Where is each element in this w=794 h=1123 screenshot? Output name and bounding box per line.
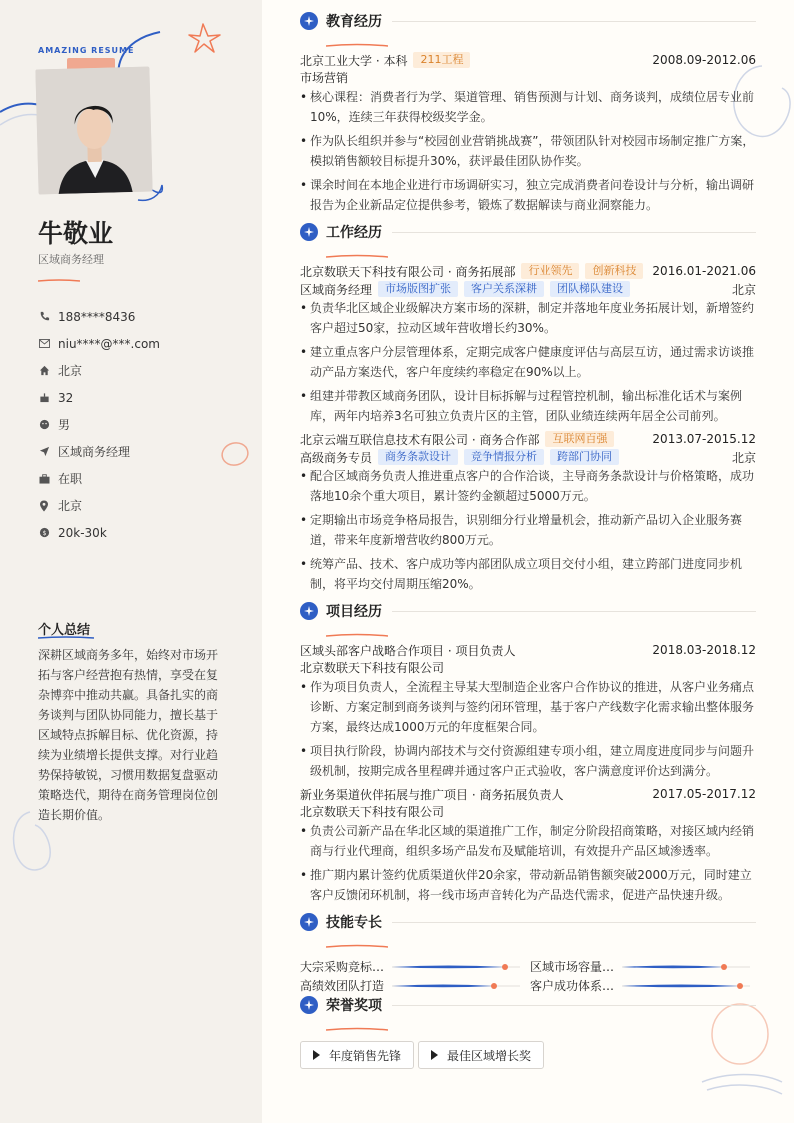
info-target-role: 区域商务经理: [38, 438, 248, 465]
skill-name: 高绩效团队打造: [300, 979, 385, 993]
skill-name: 区域市场容量…: [530, 960, 615, 974]
summary-text: 深耕区域商务多年，始终对市场开拓与客户经营抱有热情，享受在复杂博弈中推动共赢。具备扎实的商务谈判与团队协同能力，擅长基于区域特点拆解目标、优化资源，持续为业绩增长提供支撑。对行业趋势保持敏锐，习惯用数据复盘驱动策略迭代，期待在商务管理岗位创造长期价值。: [38, 648, 219, 822]
sparkle-icon: [300, 996, 318, 1014]
date-range: 2017.05-2017.12: [652, 787, 756, 801]
skill-level-dot: [721, 964, 727, 970]
summary-underline: [38, 636, 94, 639]
project-company: 北京数联天下科技有限公司: [300, 661, 445, 675]
project-entry: [300, 785, 756, 905]
list-item: • 负责公司新产品在华北区域的渠道推广工作，制定分阶段招商策略，对接区域内经销商与行业代理商，组织多场产品发布及赋能培训，有效提升产品区域渗透率。: [300, 821, 756, 861]
awards-list: [300, 1041, 756, 1069]
play-icon: [313, 1050, 320, 1060]
major: 市场营销: [300, 71, 349, 85]
projects-title: 项目经历: [326, 604, 382, 620]
send-icon: [38, 446, 50, 458]
project-company: 北京数联天下科技有限公司: [300, 805, 445, 819]
list-item: • 负责华北区域企业级解决方案市场的深耕，制定并落地年度业务拓展计划，新增签约客户超过50家，拉动区域年营收增长约30%。: [300, 298, 756, 338]
home-icon: [38, 365, 50, 377]
mail-icon: [38, 338, 50, 350]
project-name: 区域头部客户战略合作项目 · 项目负责人: [300, 643, 516, 658]
skill-level-bar: [392, 962, 520, 972]
list-item: • 统筹产品、技术、客户成功等内部团队成立项目交付小组，建立跨部门进度同步机制，将平均交付周期压缩20%。: [300, 554, 756, 594]
honors-title: 荣誉奖项: [326, 998, 382, 1014]
company: 北京云端互联信息技术有限公司 · 商务合作部: [300, 432, 540, 447]
projects-section: [300, 600, 756, 909]
city: 北京: [731, 450, 756, 465]
cake-icon: [38, 392, 50, 404]
skill-tag: 商务条款设计: [378, 449, 458, 465]
skill-tag: 客户关系深耕: [464, 281, 544, 297]
skill-item: [530, 977, 756, 994]
candidate-name: 牛敬业: [38, 219, 114, 248]
project-entry: [300, 641, 756, 781]
salary-icon: [38, 527, 50, 539]
skill-tag: 团队梯队建设: [550, 281, 630, 297]
skill-fill: [622, 965, 724, 968]
project-name: 新业务渠道伙伴拓展与推广项目 · 商务拓展负责人: [300, 787, 564, 802]
phone-icon: [38, 311, 50, 323]
skill-level-dot: [502, 964, 508, 970]
list-item: • 项目执行阶段，协调内部技术与交付资源组建专项小组，建立周度进度同步与问题升级机制，按期完成各里程碑并通过客户正式验收，客户满意度评价达到满分。: [300, 741, 756, 781]
list-item: • 定期输出市场竞争格局报告，识别细分行业增量机会，推动新产品切入企业服务赛道，带来年度新增营收约800万元。: [300, 510, 756, 550]
job-entry: [300, 430, 756, 594]
list-item: • 配合区域商务负责人推进重点客户的合作洽谈，主导商务条款设计与价格策略，成功落地10余个重大项目，累计签约金额超过5000万元。: [300, 466, 756, 506]
job-entry: [300, 262, 756, 426]
contact-info-list: [38, 303, 248, 546]
skill-item: [300, 958, 530, 975]
play-icon: [431, 1050, 438, 1060]
tag: 互联网百强: [545, 431, 614, 447]
skill-tag: 跨部门协同: [550, 449, 619, 465]
sparkle-icon: [300, 12, 318, 30]
position: 高级商务专员: [300, 450, 373, 465]
info-location: 北京: [38, 492, 248, 519]
info-salary: $ 20k-30k: [38, 519, 248, 546]
date-range: 2016.01-2021.06: [652, 264, 756, 278]
city: 北京: [731, 282, 756, 297]
sidebar: [0, 0, 262, 1123]
skill-level-bar: [392, 981, 520, 991]
briefcase-icon: [38, 473, 50, 485]
skill-level-dot: [737, 983, 743, 989]
candidate-role: 区域商务经理: [38, 253, 104, 266]
brand-label: AMAZING RESUME: [38, 46, 135, 55]
list-item: • 作为项目负责人，全流程主导某大型制造企业客户合作协议的推进，从客户业务痛点诊断、方案定制到商务谈判与签约闭环管理，基于客户产线数字化需求输出整体服务方案，最终达成1000万元的年度框架合同。: [300, 677, 756, 737]
sparkle-icon: [300, 913, 318, 931]
tag: 创新科技: [585, 263, 643, 279]
skill-name: 大宗采购竞标…: [300, 960, 385, 974]
person-silhouette-icon: [35, 67, 152, 195]
skill-level-bar: [622, 981, 750, 991]
date-range: 2018.03-2018.12: [652, 643, 756, 657]
position: 区域商务经理: [300, 282, 373, 297]
skill-fill: [622, 984, 740, 987]
skill-item: [530, 958, 756, 975]
list-item: • 建立重点客户分层管理体系，定期完成客户健康度评估与高层互访，通过需求访谈推动产品方案迭代，客户年度续约率稳定在90%以上。: [300, 342, 756, 382]
date-range: 2008.09-2012.06: [652, 53, 756, 67]
skill-fill: [392, 984, 494, 987]
education-bullets: [300, 87, 756, 215]
award-badge: 年度销售先锋: [300, 1041, 414, 1069]
skill-item: [300, 977, 530, 994]
skill-tag: 市场版图扩张: [378, 281, 458, 297]
skill-name: 客户成功体系…: [530, 979, 615, 993]
skill-level-bar: [622, 962, 750, 972]
education-title: 教育经历: [326, 14, 382, 30]
list-item: • 组建并带教区域商务团队，设计目标拆解与过程管控机制，输出标准化话术与案例库，两年内培养3名可独立负责片区的主管，团队业绩连续两年居全公司前列。: [300, 386, 756, 426]
education-section: [300, 10, 756, 219]
svg-text:$: $: [41, 528, 47, 537]
education-row: 北京工业大学 · 本科 211工程 2008.09-2012.06: [300, 53, 756, 68]
info-email: niu****@***.com: [38, 330, 248, 357]
info-status: 在职: [38, 465, 248, 492]
date-range: 2013.07-2015.12: [652, 432, 756, 446]
work-section: [300, 221, 756, 598]
info-phone: 188****8436: [38, 303, 248, 330]
skill-tag: 竞争情报分析: [464, 449, 544, 465]
list-item: • 作为队长组织并参与“校园创业营销挑战赛”，带领团队针对校园市场制定推广方案，模拟销售额较目标提升30%，获评最佳团队协作奖。: [300, 131, 756, 171]
tag: 行业领先: [521, 263, 579, 279]
main-content: [262, 0, 794, 1123]
skills-section: [300, 911, 756, 994]
list-item: • 核心课程：消费者行为学、渠道管理、销售预测与计划、商务谈判，成绩位居专业前10%，连续三年获得校级奖学金。: [300, 87, 756, 127]
info-gender: 男: [38, 411, 248, 438]
sparkle-icon: [300, 602, 318, 620]
avatar: [35, 67, 152, 195]
summary-title: 个人总结: [38, 623, 91, 638]
skills-grid: [300, 958, 756, 994]
sparkle-icon: [300, 223, 318, 241]
award-badge: 最佳区域增长奖: [418, 1041, 544, 1069]
honors-section: [300, 994, 756, 1069]
gender-icon: [38, 419, 50, 431]
info-age: 32: [38, 384, 248, 411]
list-item: • 课余时间在本地企业进行市场调研实习，独立完成消费者问卷设计与分析，输出调研报告为企业新品定位提供参考，锻炼了数据解读与商业洞察能力。: [300, 175, 756, 215]
info-city: 北京: [38, 357, 248, 384]
skill-level-dot: [491, 983, 497, 989]
skills-title: 技能专长: [326, 915, 382, 931]
role-underline: [38, 279, 80, 282]
list-item: • 推广期内累计签约优质渠道伙伴20余家，带动新品销售额突破2000万元，同时建立客户反馈闭环机制，将一线市场声音转化为产品迭代需求，促进产品快速升级。: [300, 865, 756, 905]
skill-fill: [392, 965, 505, 968]
company: 北京数联天下科技有限公司 · 商务拓展部: [300, 264, 516, 279]
tag: 211工程: [413, 52, 470, 68]
work-title: 工作经历: [326, 225, 382, 241]
location-pin-icon: [38, 500, 50, 512]
